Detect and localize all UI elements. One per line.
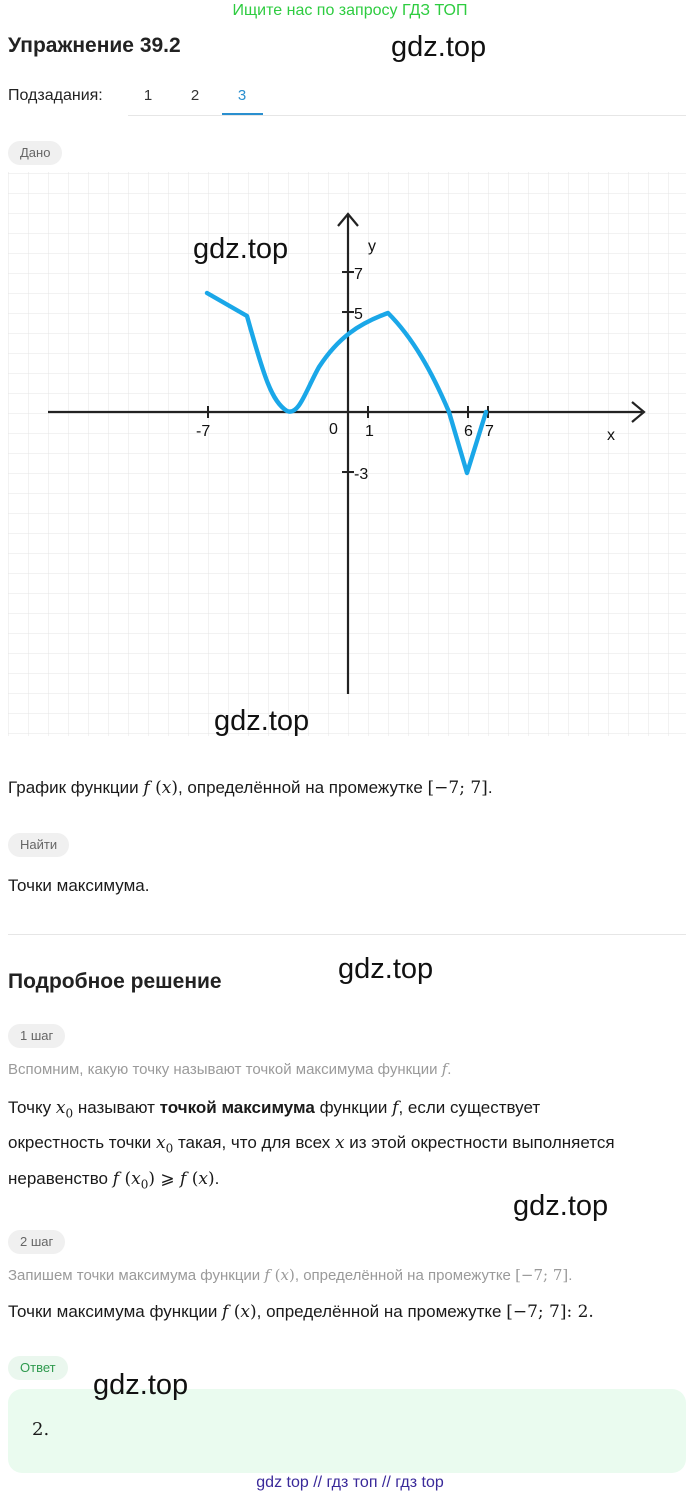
y-label-neg3: -3 (354, 466, 369, 483)
step-text: окрестность точки (8, 1133, 156, 1152)
math-f: f (392, 1098, 399, 1118)
math-f: f (112, 1169, 120, 1189)
solution-heading: Подробное решение (8, 970, 222, 993)
math-interval: [−7; 7] (506, 1302, 567, 1322)
page-title: Упражнение 39.2 (8, 34, 181, 57)
tabs-divider (128, 115, 686, 116)
step-text: . (214, 1169, 220, 1188)
math-subscript: 0 (65, 1106, 74, 1121)
hint-text: . (447, 1061, 452, 1078)
step-text: из этой окрестности выполняется (344, 1133, 615, 1152)
step-1-line-3: неравенство f $(x_0)$ ⩾ f (x). (8, 1169, 220, 1192)
step-2-badge: 2 шаг (8, 1230, 65, 1254)
math-f: f (441, 1060, 448, 1078)
math-x0: x (156, 1133, 166, 1153)
answer-badge: Ответ (8, 1356, 68, 1380)
section-divider (8, 934, 686, 935)
math-answer-inline: : 2. (566, 1302, 594, 1322)
step-text: функции (314, 1098, 393, 1117)
step-text: такая, что для всех (173, 1133, 335, 1152)
subtasks-label: Подзадания: (8, 87, 103, 104)
hint-text: , определённой на промежутке (294, 1267, 516, 1284)
given-text: График функции (8, 778, 144, 797)
watermark: gdz.top (391, 31, 487, 63)
step-text: называют (73, 1098, 160, 1117)
given-description (8, 778, 493, 798)
step-text: неравенство (8, 1169, 113, 1188)
step-1-line-2 (8, 1133, 615, 1155)
step-text: , если существует (398, 1098, 541, 1117)
active-tab-indicator (222, 113, 263, 115)
footer-links[interactable]: gdz top // гдз топ // гдз top (256, 1474, 444, 1491)
math-f: f (180, 1169, 187, 1189)
math-paren: ) (171, 778, 178, 798)
step-1-hint (8, 1060, 451, 1078)
math-subscript: 0 (165, 1141, 174, 1156)
step-1-badge: 1 шаг (8, 1024, 65, 1048)
math-f: f (222, 1302, 229, 1322)
step-2-text: Точки максимума функции f (x), определённой на промежутке [−7; 7]: 2. (8, 1302, 594, 1322)
watermark: gdz.top (338, 953, 434, 985)
math-x: x (280, 1266, 289, 1284)
watermark: gdz.top (93, 1369, 189, 1401)
origin-label: 0 (329, 421, 338, 438)
function-graph (8, 172, 686, 736)
hint-text: . (568, 1267, 573, 1284)
math-interval: [−7; 7] (515, 1266, 569, 1284)
math-x0: x (131, 1169, 141, 1189)
given-text: . (487, 778, 493, 797)
math-x: x (198, 1169, 208, 1189)
step-text: Точки максимума функции (8, 1302, 223, 1321)
math-geq-sign: ⩾ (160, 1169, 175, 1189)
math-subscript: 0 (140, 1177, 149, 1192)
x-label-6: 6 (464, 423, 473, 440)
math-x: x (240, 1302, 250, 1322)
find-badge: Найти (8, 833, 69, 857)
math-f: f (264, 1266, 270, 1284)
watermark: gdz.top (513, 1190, 609, 1222)
tab-subtask-1[interactable]: 1 (143, 87, 153, 104)
step-text: Точку (8, 1098, 56, 1117)
hint-text: Вспомним, какую точку называют точкой максимума функции (8, 1061, 438, 1078)
y-label-5: 5 (354, 306, 363, 323)
math-x: x (161, 778, 172, 798)
find-text: Точки максимума. (8, 876, 150, 895)
given-text: , определённой на промежутке (177, 778, 428, 797)
hint-text: Запишем точки максимума функции (8, 1267, 265, 1284)
y-axis-label: y (368, 238, 376, 255)
x-axis-label: x (607, 427, 615, 444)
answer-value: 2. (32, 1419, 50, 1440)
watermark: gdz.top (214, 705, 310, 737)
x-label-neg7: -7 (196, 423, 211, 440)
x-label-7: 7 (485, 423, 494, 440)
given-badge: Дано (8, 141, 62, 165)
search-banner: Ищите нас по запросу ГДЗ ТОП (232, 2, 468, 19)
x-label-1: 1 (365, 423, 374, 440)
tab-subtask-2[interactable]: 2 (190, 87, 200, 104)
step-text: , определённой на промежутке (256, 1302, 507, 1321)
tab-subtask-3[interactable]: 3 (237, 87, 247, 104)
math-x: x (334, 1133, 345, 1153)
math-paren: ( (155, 778, 162, 798)
step-1-line-1 (8, 1098, 540, 1120)
step-2-hint: Запишем точки максимума функции f (x), определённой на промежутке [−7; 7]. (8, 1266, 573, 1284)
term-bold: точкой максимума (159, 1098, 315, 1117)
y-label-7: 7 (354, 266, 363, 283)
math-f: f (143, 778, 150, 798)
math-interval: [−7; 7] (427, 778, 488, 798)
math-x0: x (55, 1098, 66, 1118)
watermark: gdz.top (193, 233, 289, 265)
